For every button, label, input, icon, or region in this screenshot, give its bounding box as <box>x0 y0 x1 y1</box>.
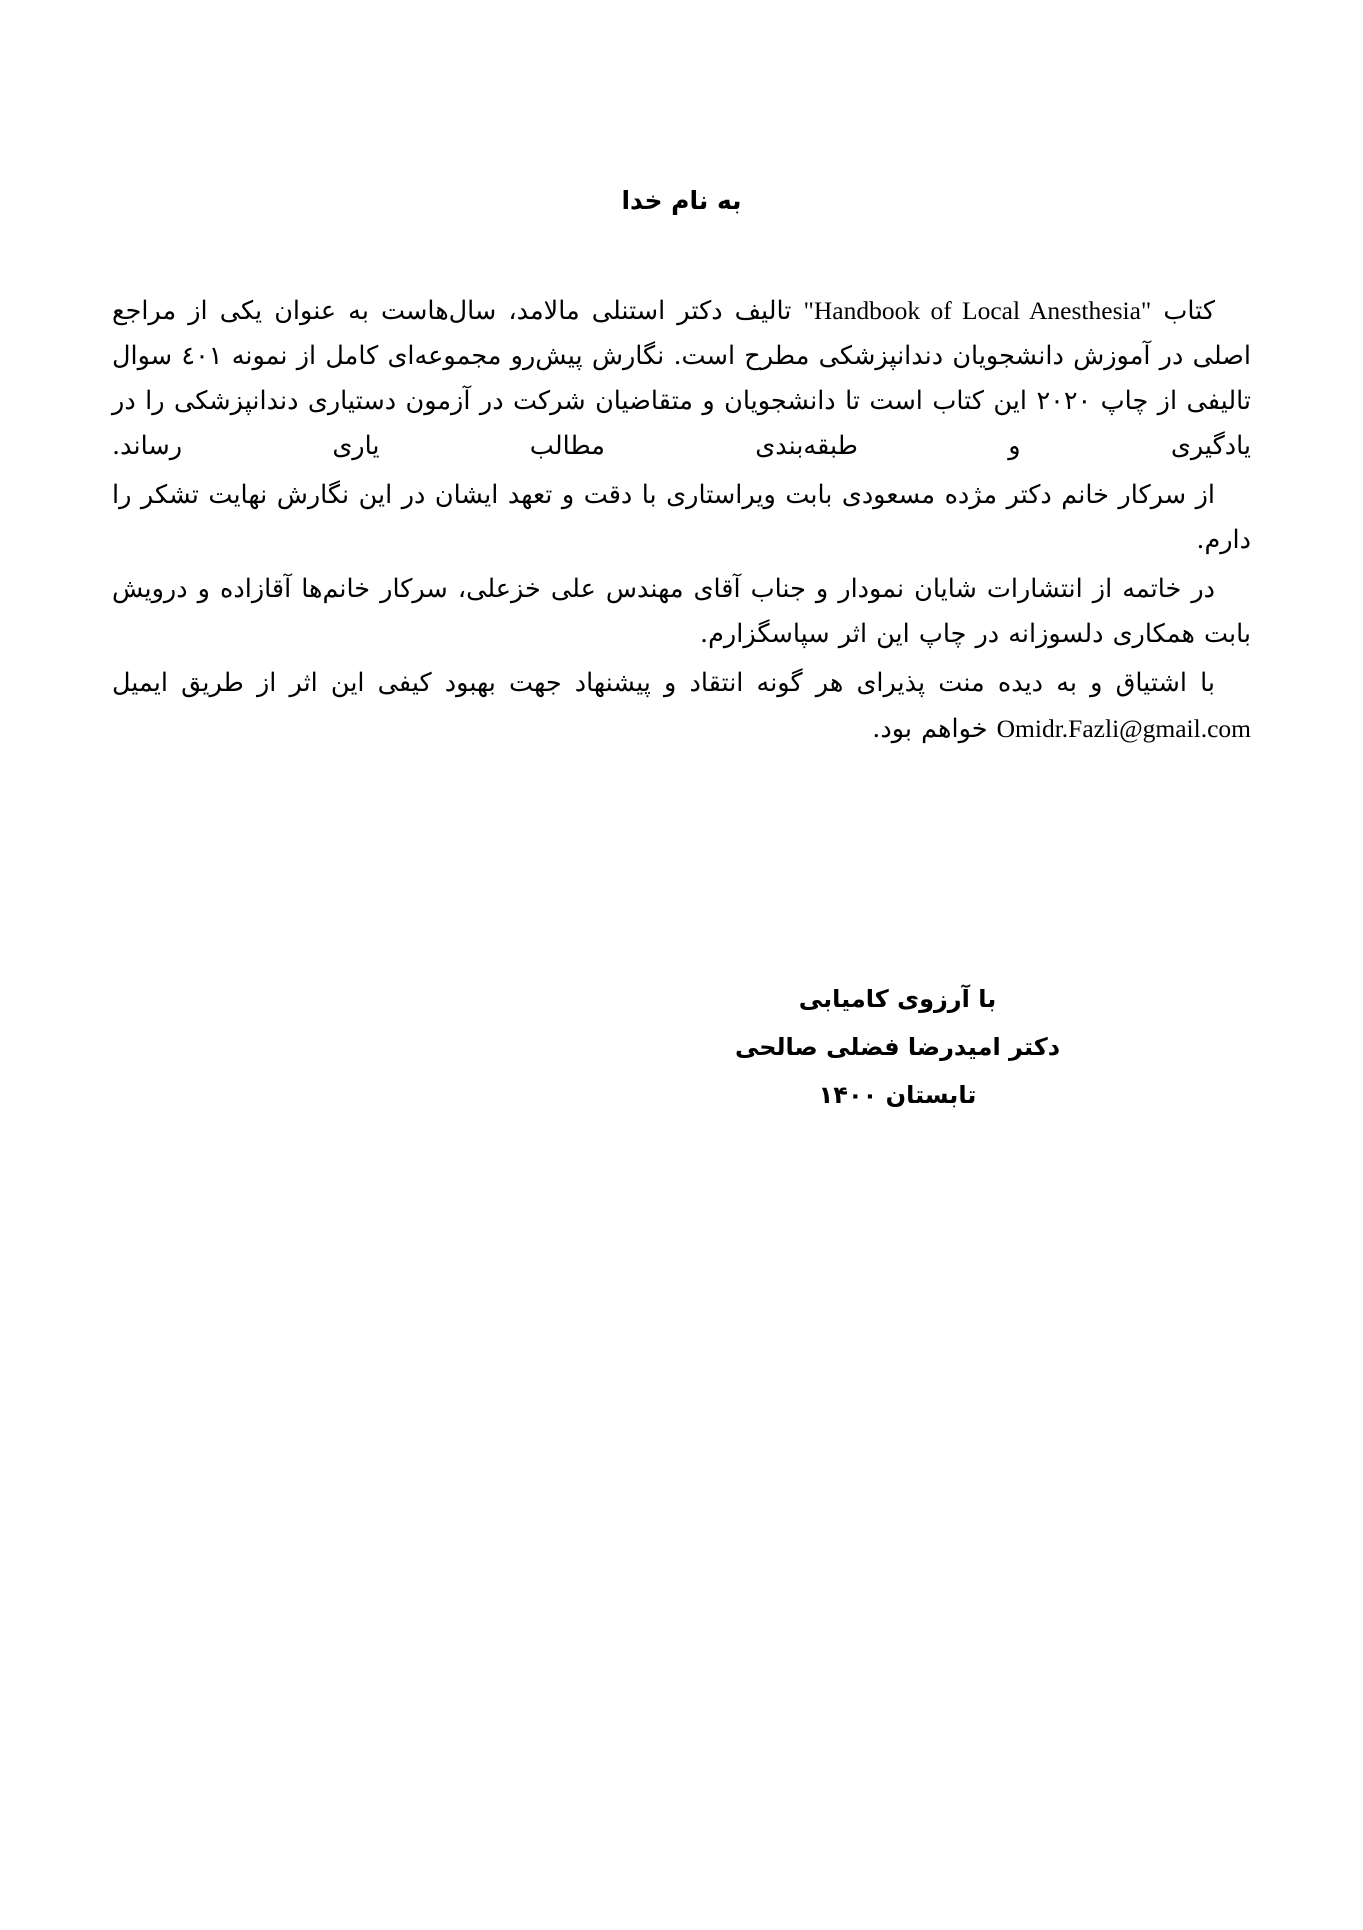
signature-block <box>112 975 1251 1119</box>
paragraph-intro-prefix: کتاب <box>1151 296 1215 326</box>
paragraph-feedback-suffix: خواهم بود. <box>872 714 997 744</box>
paragraph-editor-thanks: از سرکار خانم دکتر مژده مسعودی بابت ویراستاری با دقت و تعهد ایشان در این نگارش نهایت تشکر را دارم. <box>112 480 1251 555</box>
signature-author-name: دکتر امیدرضا فضلی صالحی <box>734 1033 1061 1061</box>
paragraph-intro-suffix: تالیف دکتر استنلی مالامد، سال‌هاست به عنوان یکی از مراجع اصلی در آموزش دانشجویان دندانپزشکی مطرح است. نگارش پیش‌رو مجموعه‌ای کامل از نمونه ٤٠١ سوال تالیفی از چاپ ٢٠٢٠ این کتاب است تا دانشجویان و متقاضیان شرکت در آزمون دستیاری دندانپزشکی را در یادگیری و طبقه‌بندی مطالب یاری رساند. <box>112 296 1251 461</box>
page-title: به نام خدا <box>621 186 742 215</box>
signature-date: تابستان ۱۴۰۰ <box>818 1081 977 1109</box>
paragraph-publisher-thanks: در خاتمه از انتشارات شایان نمودار و جناب آقای مهندس علی خزعلی، سرکار خانم‌ها آقازاده و درویش بابت همکاری دلسوزانه در چاپ این اثر سپاسگزارم. <box>112 574 1251 649</box>
contact-email: Omidr.Fazli@gmail.com <box>996 714 1251 743</box>
body-text-block <box>112 288 1251 756</box>
paragraph-intro <box>112 288 1251 469</box>
paragraph-feedback <box>112 661 1251 752</box>
signature-closing: با آرزوی کامیابی <box>798 985 997 1013</box>
book-title-latin: "Handbook of Local Anesthesia" <box>803 296 1152 325</box>
page-content-area <box>112 0 1251 1930</box>
paragraph-feedback-prefix: با اشتیاق و به دیده منت پذیرای هر گونه انتقاد و پیشنهاد جهت بهبود کیفی این اثر از طریق ایمیل <box>112 668 1215 698</box>
